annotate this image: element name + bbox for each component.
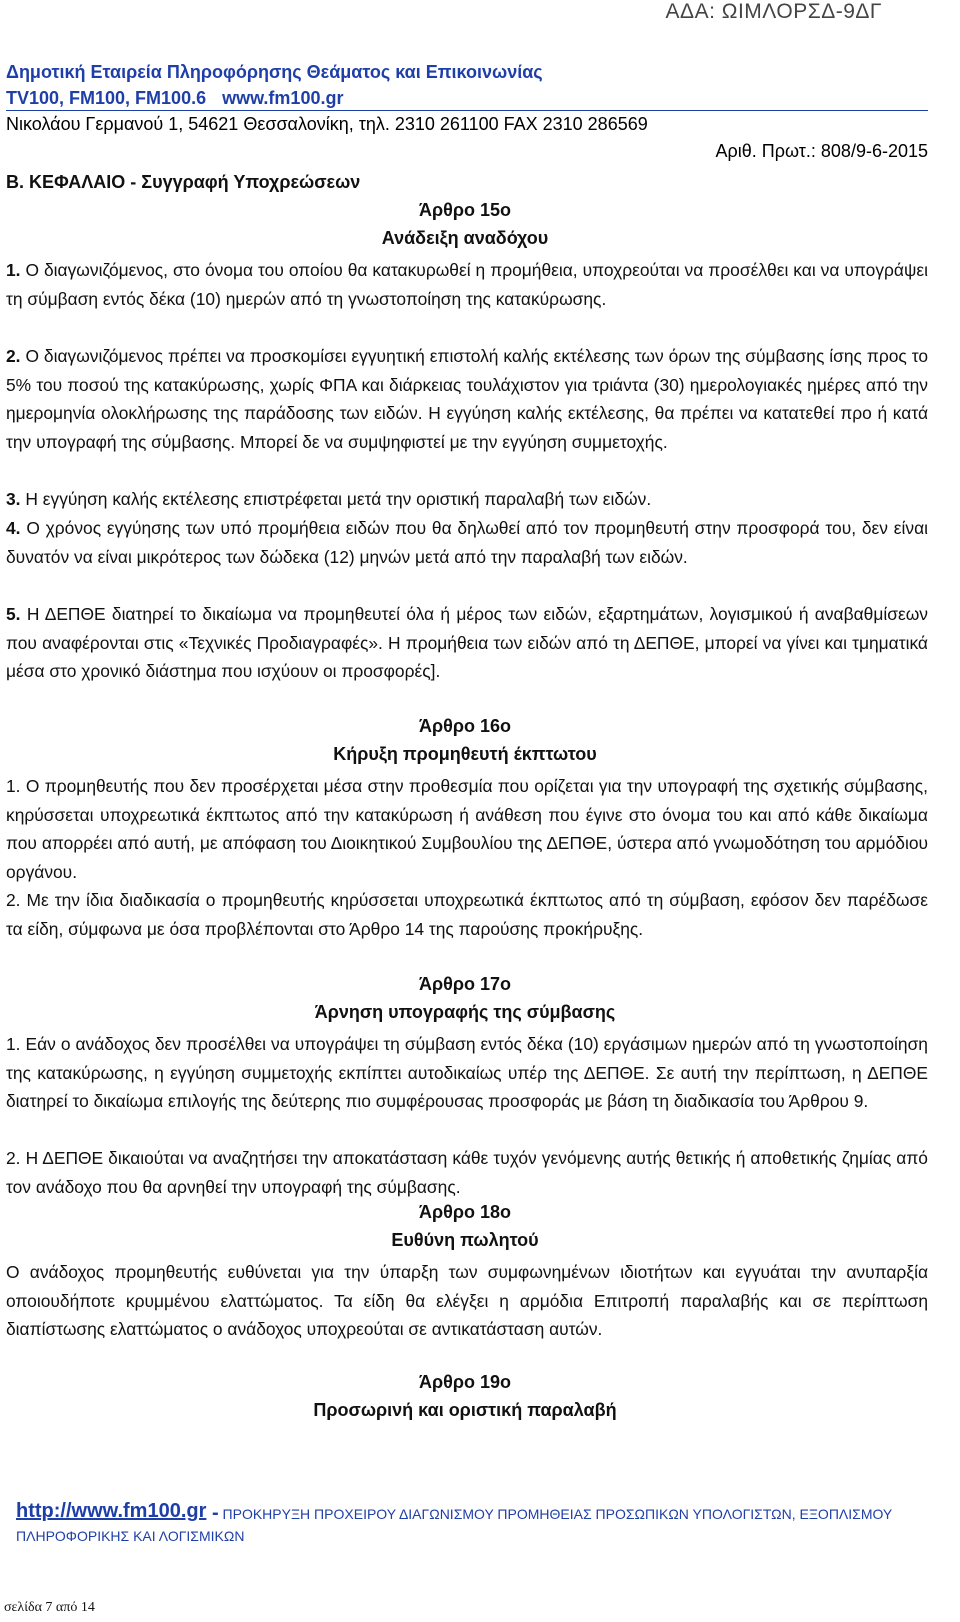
item-text: Η εγγύηση καλής εκτέλεσης επιστρέφεται μετά την οριστική παραλαβή των ειδών. xyxy=(25,489,652,509)
article-17-title: Άρθρο 17ο xyxy=(418,974,511,994)
article-15-title: Άρθρο 15ο xyxy=(418,200,511,220)
item-number: 4. xyxy=(6,518,21,538)
article-16-item-1 xyxy=(6,772,928,886)
article-17-subtitle: Άρνηση υπογραφής της σύμβασης xyxy=(314,1002,616,1022)
article-15-item-2 xyxy=(6,342,928,456)
article-15-item-4 xyxy=(6,514,928,571)
item-text: Εάν ο ανάδοχος δεν προσέλθει να υπογράψει τη σύμβαση εντός δέκα (10) εργάσιμων ημερών από τη γνωστοποίηση της κατακύρωσης, η εγγύηση συμμετοχής εκπίπτει αυτοδικαίως υπέρ της ΔΕΠΘΕ. Σε αυτή την περίπτωση, η ΔΕΠΘΕ διατηρεί το δικαίωμα επιλογής της δεύτερης πιο συμφέρουσας προσφοράς με βάση τη διαδικασία του Άρθρου 9. xyxy=(6,1034,928,1112)
item-text: Ο προμηθευτής που δεν προσέρχεται μέσα στην προθεσμία που ορίζεται για την υπογραφή της σχετικής σύμβασης, κηρύσσεται υποχρεωτικά έκπτωτος από την κατακύρωση ή ανάθεση που έγινε στο όνομα του και από κάθε δικαίωμα που απορρέει από αυτή, με απόφαση του Διοικητικού Συμβουλίου της ΔΕΠΘΕ, ύστερα από γνωμοδότηση του αρμόδιου οργάνου. xyxy=(6,776,928,882)
header-divider xyxy=(6,110,928,111)
item-number: 2. xyxy=(6,1148,21,1168)
footer-dash: - xyxy=(211,1502,219,1524)
item-text: Ο χρόνος εγγύησης των υπό προμήθεια ειδών που θα δηλωθεί από τον προμηθευτή στην προσφορά του, δεν είναι δυνατόν να είναι μικρότερος των δώδεκα (12) μηνών μετά από την παραλαβή των ειδών. xyxy=(6,518,928,567)
footer-description xyxy=(16,1502,936,1547)
address-line: Νικολάου Γερμανού 1, 54621 Θεσσαλονίκη, τηλ. 2310 261100 FAX 2310 286569 xyxy=(6,114,648,134)
article-18-text: Ο ανάδοχος προμηθευτής ευθύνεται για την ύπαρξη των συμφωνημένων ιδιοτήτων και εγγυάται την ανυπαρξία οποιουδήποτε κρυμμένου ελαττώματος. Τα είδη θα ελέγξει η αρμόδια Επιτροπή παραλαβής και σε περίπτωση διαπίστωσης ελαττώματος ο ανάδοχος υποχρεούται σε αντικατάσταση αυτών. xyxy=(6,1262,928,1340)
item-text: Ο διαγωνιζόμενος πρέπει να προσκομίσει εγγυητική επιστολή καλής εκτέλεσης των όρων της σύμβασης ίσης προς το 5% του ποσού της κατακύρωσης, χωρίς ΦΠΑ και διάρκειας τουλάχιστον για τριάντα (30) ημερολογιακές ημέρες από την ημερομηνία ολοκλήρωσης της παράδοσης των ειδών. Η εγγύηση καλής εκτέλεσης, θα πρέπει να κατατεθεί προ ή κατά την υπογραφή της σύμβασης. Μπορεί δε να συμψηφιστεί με την εγγύηση συμμετοχής. xyxy=(6,346,928,452)
item-number: 2. xyxy=(6,346,21,366)
article-19-subtitle: Προσωρινή και οριστική παραλαβή xyxy=(313,1400,617,1420)
item-text: Με την ίδια διαδικασία ο προμηθευτής κηρύσσεται υποχρεωτικά έκπτωτος από τη σύμβαση, εφόσον δεν παρέδωσε τα είδη, σύμφωνα με όσα προβλέπονται στο Άρθρο 14 της παρούσης προκήρυξης. xyxy=(6,890,928,939)
article-18-title: Άρθρο 18ο xyxy=(418,1202,511,1222)
article-16-item-2 xyxy=(6,886,928,943)
frequencies-line xyxy=(6,88,343,109)
ada-code: ΑΔΑ: ΩΙΜΛΟΡΣΔ-9ΔΓ xyxy=(665,0,882,23)
article-16-title: Άρθρο 16ο xyxy=(418,716,511,736)
item-number: 5. xyxy=(6,604,21,624)
article-15-item-5 xyxy=(6,600,928,686)
item-number: 2. xyxy=(6,890,21,910)
item-number: 3. xyxy=(6,489,21,509)
article-18-subtitle: Ευθύνη πωλητού xyxy=(391,1230,539,1250)
page-number: σελίδα 7 από 14 xyxy=(4,1600,95,1615)
article-15-item-1 xyxy=(6,256,928,313)
item-number: 1. xyxy=(6,776,21,796)
article-15-item-3 xyxy=(6,485,928,514)
footer-title: ΠΡΟΚΗΡΥΞΗ ΠΡΟΧΕΙΡΟΥ ΔΙΑΓΩΝΙΣΜΟΥ ΠΡΟΜΗΘΕΙΑΣ ΠΡΟΣΩΠΙΚΩΝ ΥΠΟΛΟΓΙΣΤΩΝ, ΕΞΟΠΛΙΣΜΟΥ ΠΛΗΡΟΦΟΡΙΚΗΣ ΚΑΙ ΛΟΓΙΣΜΙΚΩΝ xyxy=(16,1506,893,1544)
article-15-subtitle: Ανάδειξη αναδόχου xyxy=(381,228,549,248)
item-text: Ο διαγωνιζόμενος, στο όνομα του οποίου θα κατακυρωθεί η προμήθεια, υποχρεούται να προσέλθει και να υπογράψει τη σύμβαση εντός δέκα (10) ημερών από τη γνωστοποίηση της κατακύρωσης. xyxy=(6,260,928,309)
item-text: Η ΔΕΠΘΕ διατηρεί το δικαίωμα να προμηθευτεί όλα ή μέρος των ειδών, εξαρτημάτων, λογισμικού ή αναβαθμίσεων που αναφέρονται στις «Τεχνικές Προδιαγραφές». Η προμήθεια των ειδών από τη ΔΕΠΘΕ, μπορεί να γίνει και τμηματικά μέσα στο χρονικό διάστημα που ισχύουν οι προσφορές]. xyxy=(6,604,928,682)
website-link[interactable]: www.fm100.gr xyxy=(222,88,344,108)
item-text: Η ΔΕΠΘΕ δικαιούται να αναζητήσει την αποκατάσταση κάθε τυχόν γενόμενης αυτής θετικής ή αποθετικής ζημίας από τον ανάδοχο που θα αρνηθεί την υπογραφή της σύμβασης. xyxy=(6,1148,928,1197)
article-17-item-1 xyxy=(6,1030,928,1116)
frequencies: TV100, FM100, FM100.6 xyxy=(6,88,207,108)
organization-name: Δημοτική Εταιρεία Πληροφόρησης Θεάματος και Επικοινωνίας xyxy=(6,62,543,82)
item-number: 1. xyxy=(6,1034,21,1054)
item-number: 1. xyxy=(6,260,21,280)
chapter-heading: Β. ΚΕΦΑΛΑΙΟ - Συγγραφή Υποχρεώσεων xyxy=(6,172,361,192)
article-16-subtitle: Κήρυξη προμηθευτή έκπτωτου xyxy=(333,744,597,764)
protocol-number: Αριθ. Πρωτ.: 808/9-6-2015 xyxy=(715,141,928,161)
article-17-item-2 xyxy=(6,1144,928,1201)
article-19-title: Άρθρο 19ο xyxy=(418,1372,511,1392)
footer-website-link[interactable]: http://www.fm100.gr xyxy=(16,1500,207,1522)
